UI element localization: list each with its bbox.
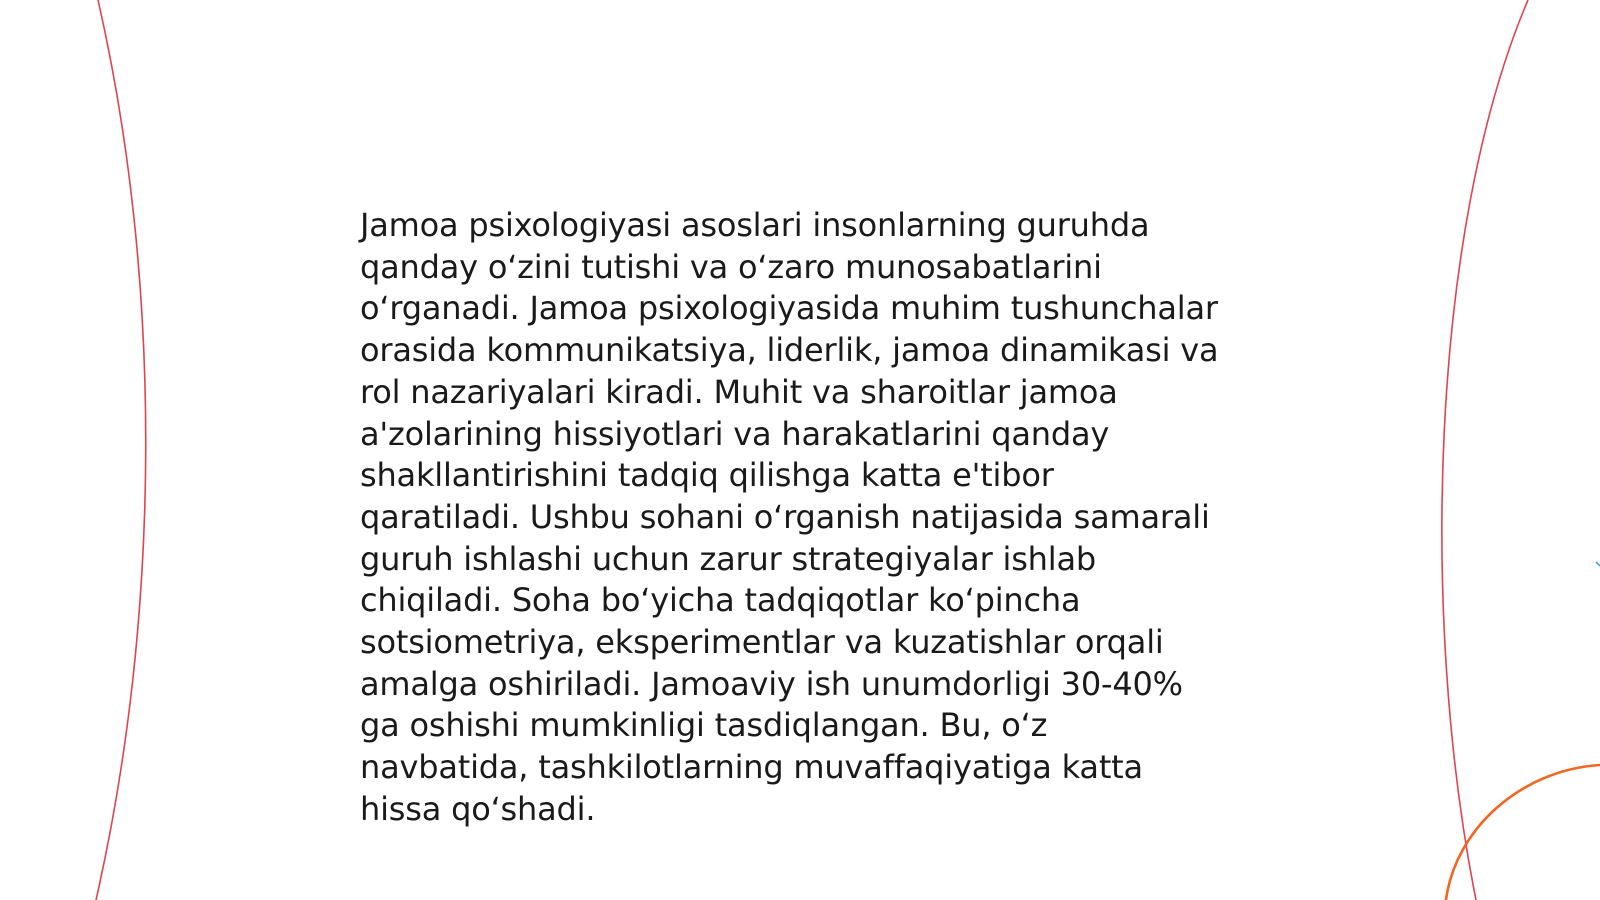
orange-arc [1446, 765, 1600, 900]
slide-body-text: Jamoa psixologiyasi asoslari insonlarning guruhda qanday o‘zini tutishi va o‘zaro munosabatlarini o‘rganadi. Jamoa psixologiyasida muhim tushunchalar orasida kommunikatsiya, liderlik, jamoa dinamikasi va rol nazariyalari kiradi. Muhit va sharoitlar jamoa a'zolarining hissiyotlari va harakatlarini qanday shakllantirishini tadqiq qilishga katta e'tibor qaratiladi. Ushbu sohani o‘rganish natijasida samarali guruh ishlashi uchun zarur strategiyalar ishlab chiqiladi. Soha bo‘yicha tadqiqotlar ko‘pincha sotsiometriya, eksperimentlar va kuzatishlar orqali amalga oshiriladi. Jamoaviy ish unumdorligi 30-40% ga oshishi mumkinligi tasdiqlangan. Bu, o‘z navbatida, tashkilotlarning muvaffaqiyatiga katta hissa qo‘shadi. [360, 206, 1219, 828]
right-red-curve [1442, 0, 1528, 900]
teal-accent-mark [1596, 562, 1600, 566]
left-red-curve [96, 0, 146, 900]
